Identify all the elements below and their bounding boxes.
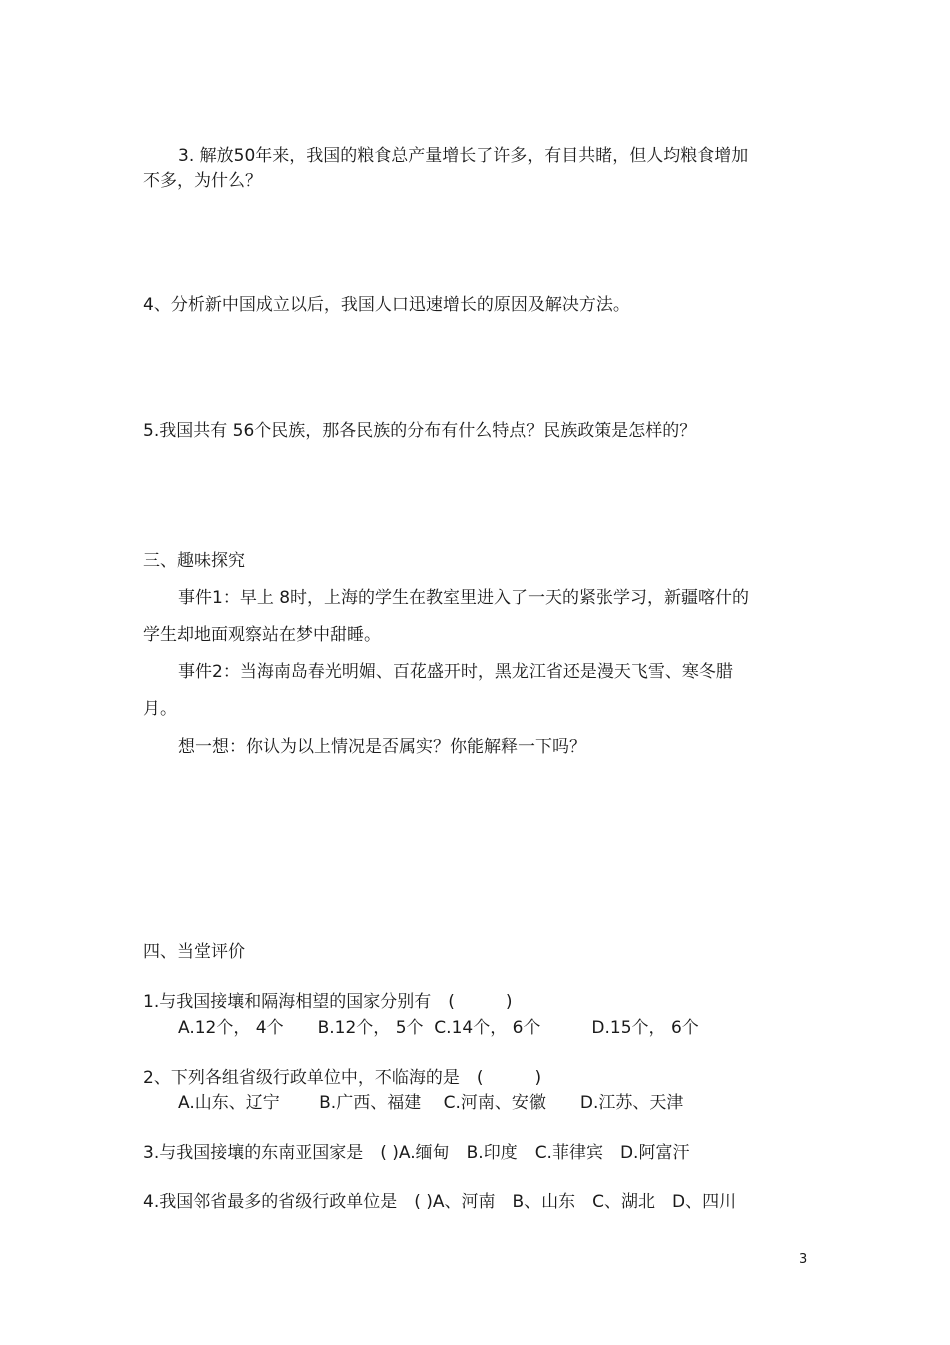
section3-heading: 三、趣味探究	[143, 551, 245, 571]
q3-line2: 不多，为什么？	[143, 171, 262, 191]
mc2-options: A.山东、辽宁 B.广西、福建 C.河南、安徽 D.江苏、天津	[178, 1093, 684, 1113]
event1-line1: 事件1：早上 8时，上海的学生在教室里进入了一天的紧张学习，新疆喀什的	[178, 588, 750, 608]
q4-text: 4、分析新中国成立以后，我国人口迅速增长的原因及解决方法。	[143, 295, 630, 315]
mc3-text: 3.与我国接壤的东南亚国家是 ( )A.缅甸 B.印度 C.菲律宾 D.阿富汗	[143, 1143, 690, 1163]
mc2-stem: 2、下列各组省级行政单位中，不临海的是 ( )	[143, 1068, 542, 1088]
q3-line1: 3. 解放50年来，我国的粮食总产量增长了许多，有目共睹，但人均粮食增加	[178, 146, 749, 166]
think-text: 想一想：你认为以上情况是否属实？你能解释一下吗？	[178, 737, 586, 757]
event2-line2: 月。	[143, 699, 177, 719]
event1-line2: 学生却地面观察站在梦中甜睡。	[143, 625, 381, 645]
q5-text: 5.我国共有 56个民族，那各民族的分布有什么特点？民族政策是怎样的？	[143, 421, 697, 441]
event2-line1: 事件2：当海南岛春光明媚、百花盛开时，黑龙江省还是漫天飞雪、寒冬腊	[178, 662, 733, 682]
mc1-stem: 1.与我国接壤和隔海相望的国家分别有 ( )	[143, 992, 513, 1012]
page-number: 3	[799, 1252, 808, 1267]
mc4-text: 4.我国邻省最多的省级行政单位是 ( )A、河南 B、山东 C、湖北 D、四川	[143, 1192, 737, 1212]
mc1-options: A.12个， 4个 B.12个， 5个 C.14个， 6个 D.15个， 6个	[178, 1018, 699, 1038]
section4-heading: 四、当堂评价	[143, 942, 245, 962]
